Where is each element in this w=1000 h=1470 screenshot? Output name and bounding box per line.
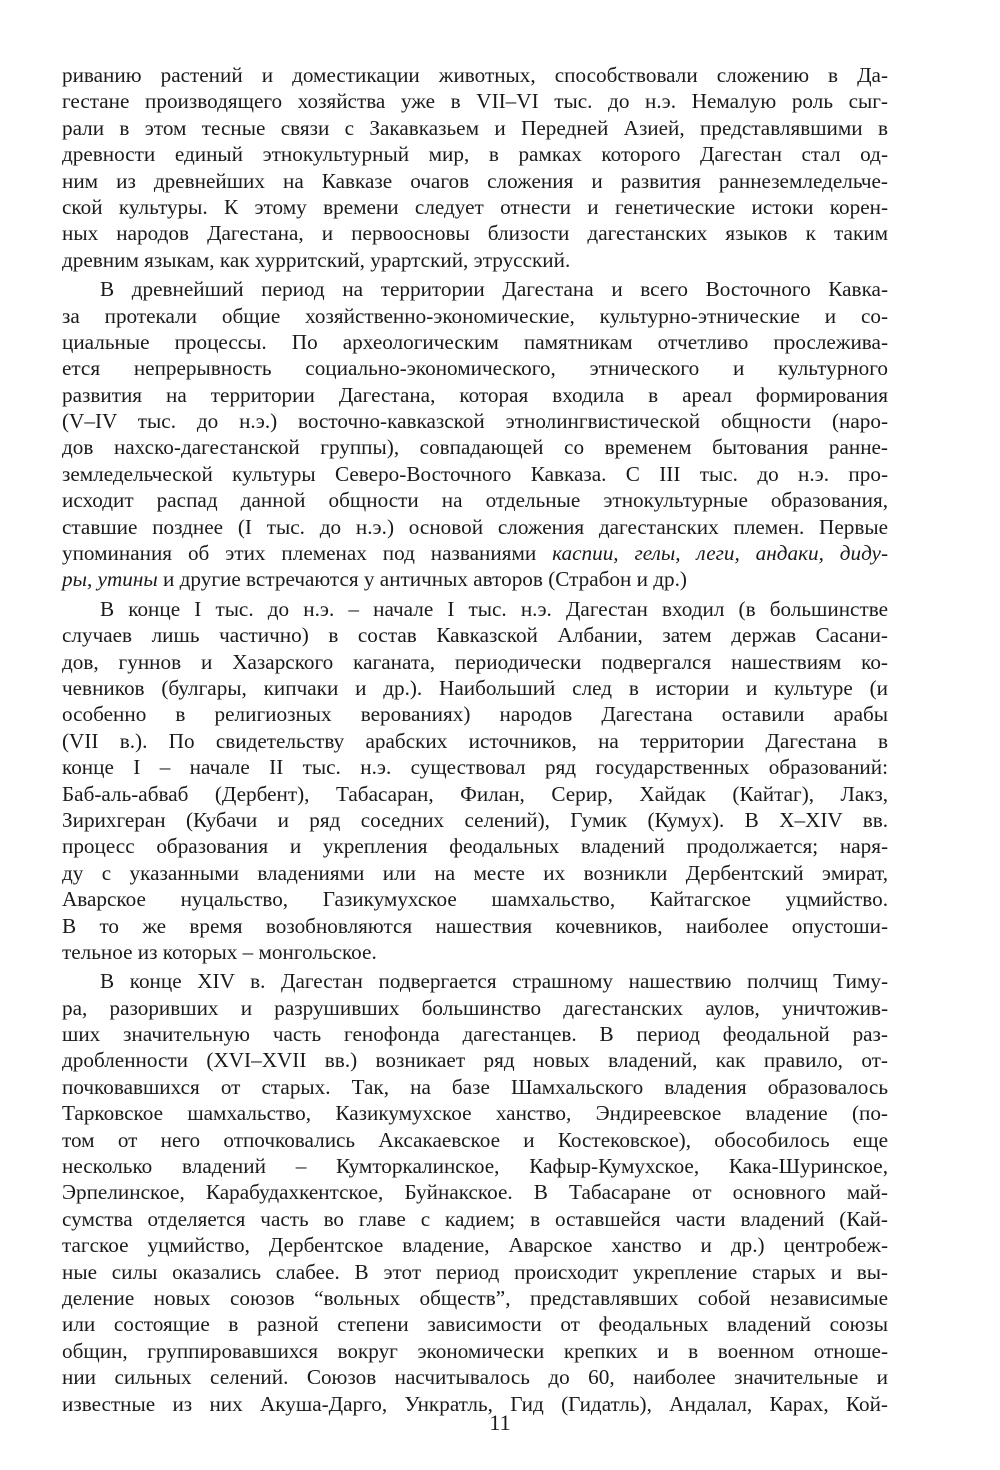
text-line: или состоящие в разной степени зависимости от феодальных владений союзы xyxy=(62,1312,888,1337)
text-line: развития на территории Дагестана, которая входила в ареал формирования xyxy=(62,382,888,407)
text-line: рали в этом тесные связи с Закавказьем и Передней Азией, представлявшими в xyxy=(62,115,888,140)
text-line: Эрпелинское, Карабудахкентское, Буйнакское. В Табасаране от основного май- xyxy=(62,1180,888,1205)
text-line: Тарковское шамхальство, Казикумухское ханство, Эндиреевское владение (по- xyxy=(62,1101,888,1126)
text-line: ра, разоривших и разрушивших большинство дагестанских аулов, уничтожив- xyxy=(62,995,888,1020)
text-line: ших значительную часть генофонда дагестанцев. В период феодальной раз- xyxy=(62,1022,888,1047)
text-line: исходит распад данной общности на отдельные этнокультурные образования, xyxy=(62,488,888,513)
page-number: 11 xyxy=(489,1410,511,1435)
paragraph-3 xyxy=(62,596,888,965)
text-line: процесс образования и укрепления феодальных владений продолжается; наря- xyxy=(62,834,888,859)
text-line: В древнейший период на территории Дагестана и всего Восточного Кавка- xyxy=(100,277,888,302)
italic-tribe-names: каспии, гелы, леги, андаки, диду- xyxy=(552,541,888,566)
text-line: деление новых союзов “вольных обществ”, представлявших собой независимые xyxy=(62,1285,888,1310)
text-line: В конце XIV в. Дагестан подвергается страшному нашествию полчищ Тиму- xyxy=(100,969,888,994)
text-line: ных народов Дагестана, и первоосновы близости дагестанских языков к таким xyxy=(62,221,888,246)
text-run: упоминания об этих племенах под названиями xyxy=(62,541,553,566)
text-line: тельное из которых – монгольское. xyxy=(62,939,377,964)
text-line: чевников (булгары, кипчаки и др.). Наибольший след в истории и культуре (и xyxy=(62,675,888,700)
text-line: дов, гуннов и Хазарского каганата, периодически подвергался нашествиям ко- xyxy=(62,649,888,674)
text-line: сумства отделяется часть во главе с кадием; в оставшейся части владений (Кай- xyxy=(62,1206,888,1231)
text-line: тагское уцмийство, Дербентское владение, Аварское ханство и др.) центробеж- xyxy=(62,1233,888,1258)
text-line: особенно в религиозных верованиях) народов Дагестана оставили арабы xyxy=(62,702,888,727)
paragraph-4 xyxy=(62,968,888,1417)
text-line: (V–IV тыс. до н.э.) восточно-кавказской этнолингвистической общности (наро- xyxy=(62,409,888,434)
page-body xyxy=(62,62,888,1420)
text-line: ется непрерывность социально-экономического, этнического и культурного xyxy=(62,356,888,381)
text-line: несколько владений – Кумторкалинское, Кафыр-Кумухское, Кака-Шуринское, xyxy=(62,1154,888,1179)
text-line: (VII в.). По свидетельству арабских источников, на территории Дагестана в xyxy=(62,728,888,753)
text-line: древним языкам, как хурритский, урартский, этрусский. xyxy=(62,247,571,272)
text-line: том от него отпочковались Аксакаевское и Костековское), обособилось еще xyxy=(62,1127,888,1152)
text-line: почковавшихся от старых. Так, на базе Шамхальского владения образовалось xyxy=(62,1074,888,1099)
paragraph-2 xyxy=(62,276,888,593)
text-run: и другие встречаются у античных авторов (Страбон и др.) xyxy=(157,567,687,592)
text-line: гестане производящего хозяйства уже в VII–VI тыс. до н.э. Немалую роль сыг- xyxy=(62,89,888,114)
paragraph-1 xyxy=(62,62,888,273)
text-line: В конце I тыс. до н.э. – начале I тыс. н.э. Дагестан входил (в большинстве xyxy=(100,596,888,621)
text-line: конце I – начале II тыс. н.э. существовал ряд государственных образований: xyxy=(62,755,888,780)
text-line: древности единый этнокультурный мир, в рамках которого Дагестан стал од- xyxy=(62,142,888,167)
text-line: Зирихгеран (Кубачи и ряд соседних селений), Гумик (Кумух). В X–XIV вв. xyxy=(62,807,888,832)
italic-tribe-names: ры, утины xyxy=(62,567,158,592)
text-line: ду с указанными владениями или на месте их возникли Дербентский эмират, xyxy=(62,860,888,885)
text-line: земледельческой культуры Северо-Восточного Кавказа. С III тыс. до н.э. про- xyxy=(62,461,888,486)
text-line: нии сильных селений. Союзов насчитывалось до 60, наиболее значительные и xyxy=(62,1365,888,1390)
text-line: дробленности (XVI–XVII вв.) возникает ряд новых владений, как правило, от- xyxy=(62,1048,888,1073)
text-line: риванию растений и доместикации животных, способствовали сложению в Да- xyxy=(62,63,888,87)
text-line: Баб-аль-абваб (Дербент), Табасаран, Филан, Серир, Хайдак (Кайтаг), Лакз, xyxy=(62,781,888,806)
text-line: ним из древнейших на Кавказе очагов сложения и развития раннеземледельче- xyxy=(62,168,888,193)
text-line: ставшие позднее (I тыс. до н.э.) основой сложения дагестанских племен. Первые xyxy=(62,514,888,539)
text-line xyxy=(62,566,888,592)
text-line: В то же время возобновляются нашествия кочевников, наиболее опустоши- xyxy=(62,913,888,938)
text-line: за протекали общие хозяйственно-экономические, культурно-этнические и со- xyxy=(62,303,888,328)
text-line: дов нахско-дагестанской группы), совпадающей со временем бытования ранне- xyxy=(62,435,888,460)
text-line: Аварское нуцальство, Газикумухское шамхальство, Кайтагское уцмийство. xyxy=(62,887,888,912)
text-line: известные из них Акуша-Дарго, Ункратль, Гид (Гидатль), Андалал, Карах, Кой- xyxy=(62,1391,888,1416)
text-line: общин, группировавшихся вокруг экономически крепких и в военном отноше- xyxy=(62,1338,888,1363)
text-line: ные силы оказались слабее. В этот период происходит укрепление старых и вы- xyxy=(62,1259,888,1284)
text-line xyxy=(62,540,888,566)
text-line: циальные процессы. По археологическим памятникам отчетливо прослежива- xyxy=(62,329,888,354)
text-line: случаев лишь частично) в состав Кавказской Албании, затем держав Сасани- xyxy=(62,623,888,648)
text-line: ской культуры. К этому времени следует отнести и генетические истоки корен- xyxy=(62,194,888,219)
